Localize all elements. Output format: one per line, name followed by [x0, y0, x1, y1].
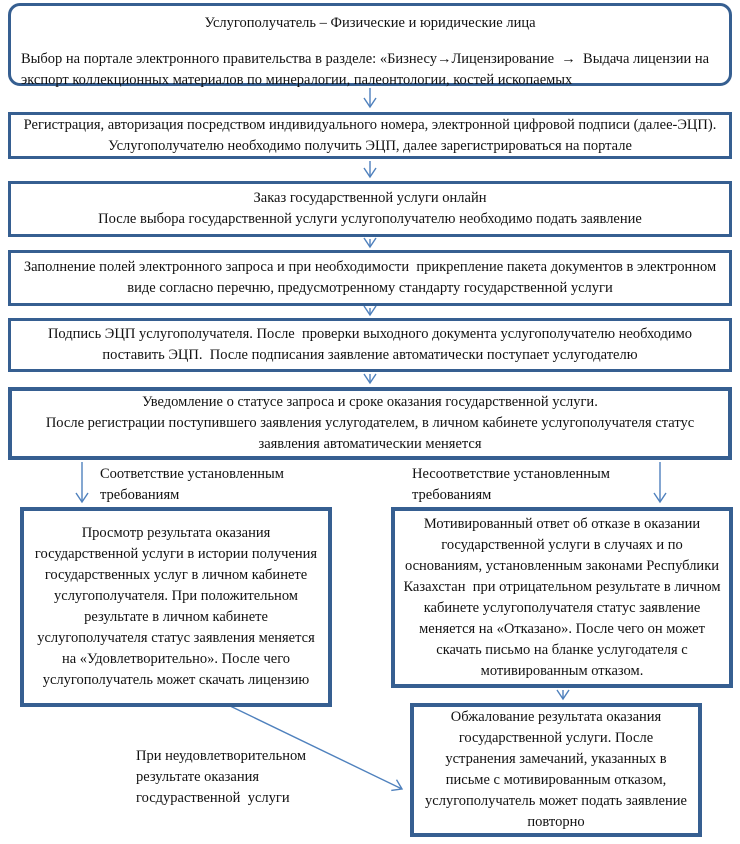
notification-line2: После регистрации поступившего заявления услугодателем, в личном кабинете услугополучателя статус заявления автоматическии меняется — [45, 415, 698, 452]
label-unsatisfactory-branch: При неудовлетворительном результате оказания госдураственной услуги — [136, 748, 310, 806]
order-line1: Заказ государственной услуги онлайн — [253, 190, 487, 206]
refusal-text: Мотивированный ответ об отказе в оказании государственной услуги в случаях и по основаниям, установленным законами Республики Казахстан при отрицательном результате в личном кабинете услугополучателя статус заявление меняется на «Отказано». После чего он может скачать письмо на бланке услугодателя с мотивированным отказом. — [403, 515, 725, 679]
box-request — [8, 250, 732, 306]
box-order — [8, 181, 732, 237]
signing-text: Подпись ЭЦП услугополучателя. После проверки выходного документа услугополучателю необходимо поставить ЭЦП. После подписания заявление автоматически поступает услугодателю — [47, 326, 696, 363]
order-line2: После выбора государственной услуги услугополучателю необходимо подать заявление — [98, 211, 642, 227]
box-refusal — [391, 507, 733, 688]
box-registration — [8, 112, 732, 159]
box-notification — [8, 387, 732, 460]
result-view-text: Просмотр результата оказания государственной услуги в истории получения государственных услуг в личном кабинете услугополучателя. При положительном результате в личном кабинете услугополучателя статус заявления меняется на «Удовлетворительно». После чего услугополучатель может скачать лицензию — [34, 525, 321, 688]
notification-line1: Уведомление о статусе запроса и сроке оказания государственной услуги. — [142, 394, 598, 410]
box-result-view — [20, 507, 332, 707]
label-non-compliant-branch: Несоответствие установленным требованиям — [412, 466, 614, 503]
box-recipient — [8, 3, 732, 86]
box-appeal — [410, 703, 702, 837]
box-signing — [8, 318, 732, 372]
recipient-body: Выбор на портале электронного правительства в разделе: «Бизнесу→Лицензирование → Выдача лицензии на экспорт коллекционных материалов по минералогии, палеонтологии, костей ископаемых — [21, 51, 713, 88]
request-text: Заполнение полей электронного запроса и при необходимости прикрепление пакета документов в электронном виде согласно перечню, предусмотренному стандарту государственной услуги — [23, 259, 720, 296]
registration-text: Регистрация, авторизация посредством индивидуального номера, электронной цифровой подписи (далее-ЭЦП). Услугополучателю необходимо получить ЭЦП, далее зарегистрироваться на портале — [23, 116, 720, 154]
label-compliant-branch: Соответствие установленным требованиям — [100, 466, 288, 503]
appeal-text: Обжалование результата оказания государственной услуги. После устранения замечаний, указанных в письме с мотивированным отказом, услугополучатель может подать заявление повторно — [425, 709, 691, 830]
recipient-title: Услугополучатель – Физические и юридические лица — [204, 15, 536, 31]
